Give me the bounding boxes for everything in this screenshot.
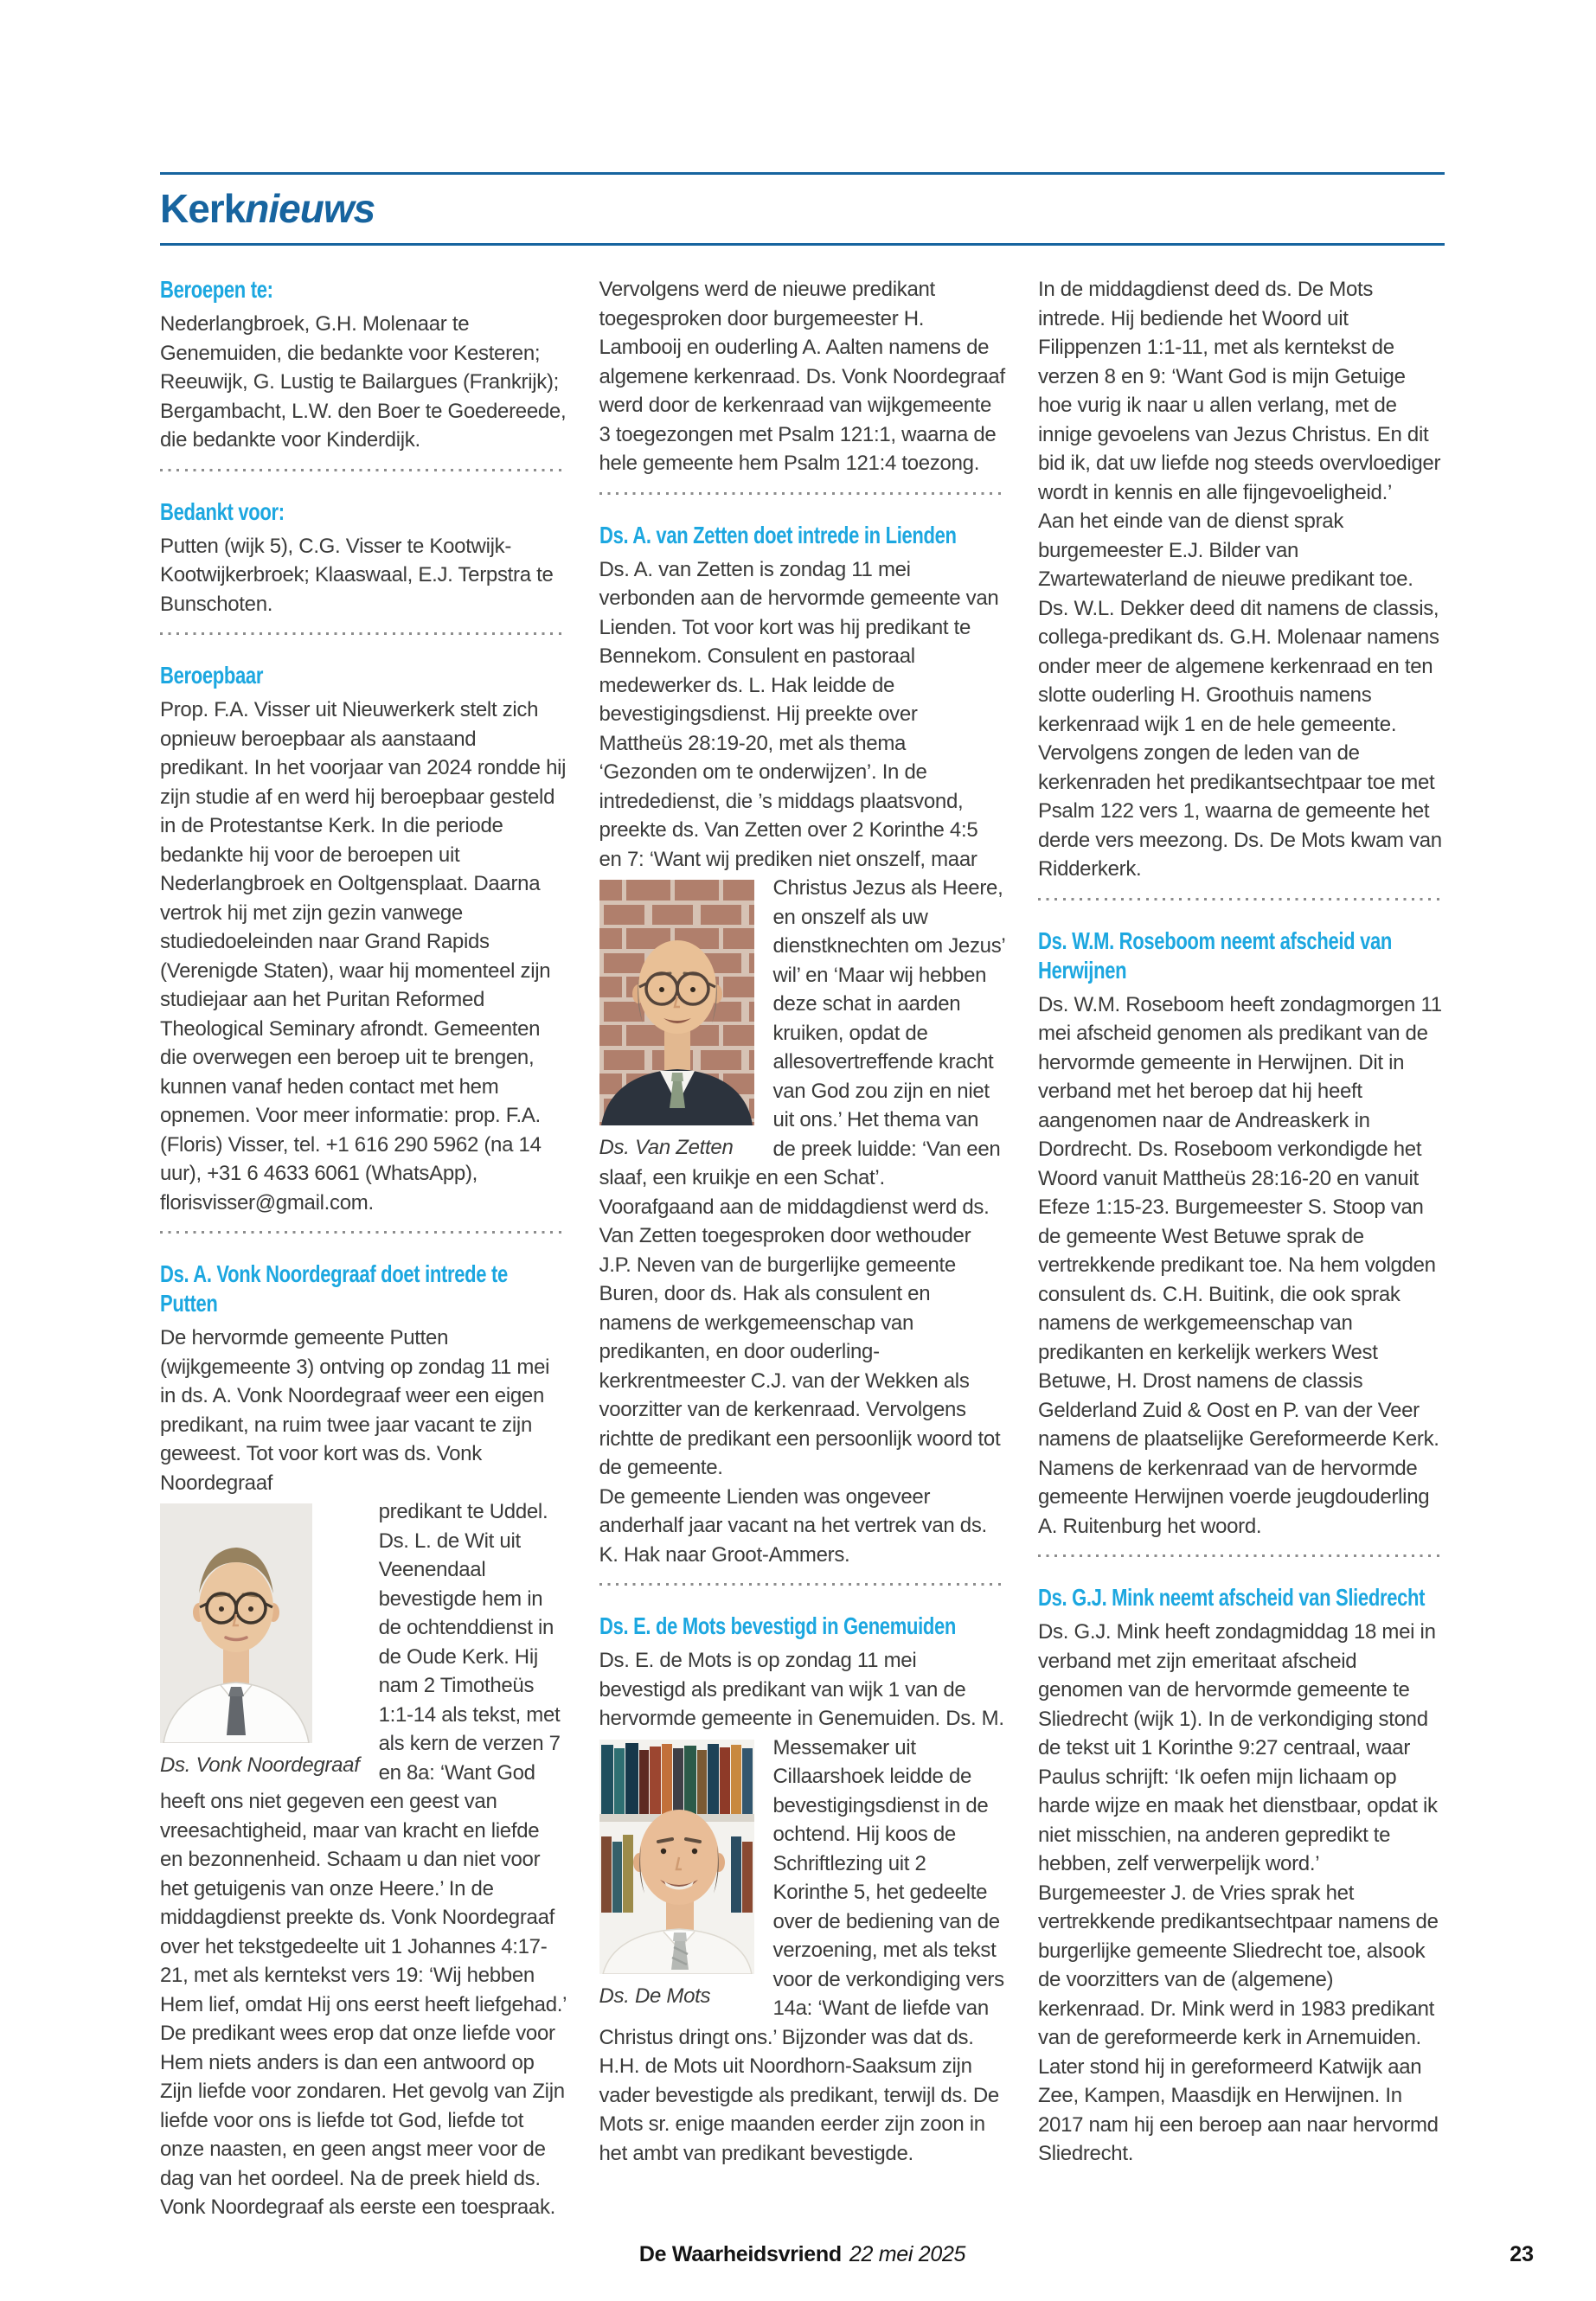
portrait-photo-icon	[599, 880, 754, 1125]
dotted-divider	[1038, 1554, 1445, 1557]
section-heading-beroepbaar: Beroepbaar	[160, 662, 264, 689]
photo-caption: Ds. De Mots	[599, 1984, 711, 2008]
paragraph: predikant te Uddel. Ds. L. de Wit uit Veenendaal bevestigde hem in de ochtenddienst in de Oude Kerk. Hij nam 2 Timotheüs 1:1-14 als tekst, met als kern de verzen 7 en 8a: ‘Want God heeft ons niet gegeven een geest van vreesachtigheid, maar van kracht en liefde en bezonnenheid. Schaam u dan niet voor het getuigenis van onze Heere.’ In de middagdienst preekte ds. Vonk Noordegraaf over het tekstgedeelte uit 1 Johannes 4:17-21, met als kerntekst vers 19: ‘Wij hebben Hem lief, omdat Hij ons eerst heeft liefgehad.’ De predikant wees erop dat onze liefde voor Hem niets anders is dan een antwoord op Zijn liefde voor zondaren. Het gevolg van Zijn liefde voor ons is liefde tot God, liefde tot onze naasten, en geen angst meer voor de dag van het oordeel. Na de preek hield ds. Vonk Noordegraaf als eerste een toespraak.	[160, 1500, 567, 2219]
section-heading-mink: Ds. G.J. Mink neemt afscheid van Sliedrecht	[1038, 1584, 1426, 1611]
page-number: 23	[1509, 2242, 1534, 2266]
photo-de-mots	[599, 1740, 754, 2010]
footer	[160, 2242, 1445, 2267]
section-heading-vonk-noordegraaf: Ds. A. Vonk Noordegraaf doet intrede te Putten	[160, 1260, 508, 1317]
footer-magazine-name: De Waarheidsvriend	[638, 2242, 842, 2266]
page-title	[160, 184, 1445, 233]
paragraph: Ds. W.M. Roseboom heeft zondagmorgen 11 mei afscheid genomen als predikant van de hervormde gemeente in Herwijnen. Dit in verband met het beroep dat hij heeft aangenomen naar de Andreaskerk in Dordrecht. Ds. Roseboom verkondigde het Woord vanuit Mattheüs 28:16-20 en vanuit Efeze 1:15-23. Burgemeester S. Stoop van de gemeente West Betuwe sprak de vertrekkende predikant toe. Na hem volgden consulent ds. C.H. Buitink, die ook sprak namens de werkgemeenschap van predikanten en kerkelijk werkers West Betuwe, H. Drost namens de classis Gelderland Zuid & Oost en P. van der Veer namens de plaatselijke Gereformeerde Kerk. Namens de kerkenraad van de hervormde gemeente Herwijnen voerde jeugdouderling A. Ruitenburg het woord.	[1038, 992, 1442, 1538]
masthead-banner	[160, 172, 1445, 246]
photo-van-zetten	[599, 880, 754, 1162]
column-3	[1038, 275, 1445, 2222]
photo-caption: Ds. Van Zetten	[599, 1136, 734, 1159]
page-title-italic: nieuws	[245, 186, 375, 231]
column-1	[160, 275, 567, 2222]
photo-caption: Ds. Vonk Noordegraaf	[160, 1753, 360, 1777]
paragraph: Ds. A. van Zetten is zondag 11 mei verbonden aan de hervormde gemeente van Lienden. Tot voor kort was hij predikant te Bennekom. Consulent en pastoraal medewerker ds. L. Hak leidde de bevestigingsdienst. Hij preekte over Mattheüs 28:19-20, met als thema ‘Gezonden om te onderwijzen’. In de intrededienst, die ’s middags plaatsvond, preekte ds. Van Zetten over 2 Korinthe 4:5 en 7: ‘Want wij prediken niet onszelf, maar	[599, 557, 999, 871]
footer-date: 22 mei 2025	[849, 2242, 966, 2266]
dotted-divider	[599, 492, 1006, 495]
paragraph: Ds. E. de Mots is op zondag 11 mei bevestigd als predikant van wijk 1 van de hervormde gemeente in Genemuiden. Ds. M.	[599, 1649, 1004, 1730]
paragraph: Aan het einde van de dienst sprak burgemeester E.J. Bilder van Zwartewaterland de nieuwe predikant toe. Ds. W.L. Dekker deed dit namens de classis, collega-predikant ds. G.H. Molenaar namens onder meer de algemene kerkenraad en ten slotte ouderling H. Groothuis namens kerkenraad wijk 1 en de hele gemeente. Vervolgens zongen de leden van de kerkenraden het predikantsechtpaar toe met Psalm 122 vers 1, waarna de gemeente het derde vers meezong. Ds. De Mots kwam van Ridderkerk.	[1038, 510, 1442, 881]
dotted-divider	[160, 632, 567, 635]
section-heading-beroepen-te: Beroepen te:	[160, 276, 273, 303]
paragraph: Voorafgaand aan de middagdienst werd ds. Van Zetten toegesproken door wethouder J.P. Neven van de burgerlijke gemeente Buren, door ds. Hak als consulent en namens de werkgemeenschap van predikanten, en door ouderling-kerkrentmeester C.J. van der Wekken als voorzitter van de kerkenraad. Vervolgens richtte de predikant een persoonlijk woord tot de gemeente.	[599, 1195, 1001, 1479]
article-columns	[160, 275, 1445, 2222]
paragraph: Nederlangbroek, G.H. Molenaar te Genemuiden, die bedankte voor Kesteren; Reeuwijk, G. Lustig te Bailargues (Frankrijk); Bergambacht, L.W. den Boer te Goedereede, die bedankte voor Kinderdijk.	[160, 312, 567, 452]
paragraph: Prop. F.A. Visser uit Nieuwerkerk stelt zich opnieuw beroepbaar als aanstaand predikant. In het voorjaar van 2024 rondde hij zijn studie af en werd hij beroepbaar gesteld in de Protestantse Kerk. In die periode bedankte hij voor de beroepen uit Nederlangbroek en Ooltgensplaat. Daarna vertrok hij met zijn gezin vanwege studiedoeleinden naar Grand Rapids (Verenigde Staten), waar hij momenteel zijn studiejaar aan het Puritan Reformed Theological Seminary afrondt. Gemeenten die overwegen een beroep uit te brengen, kunnen vanaf heden contact met hem opnemen. Voor meer informatie: prop. F.A. (Floris) Visser, tel. +1 616 290 5962 (na 14 uur), +31 6 4633 6061 (WhatsApp), florisvisser@gmail.com.	[160, 698, 567, 1215]
portrait-photo-icon	[599, 1740, 754, 1974]
photo-vonk-noordegraaf	[160, 1503, 360, 1779]
paragraph: De hervormde gemeente Putten (wijkgemeente 3) ontving op zondag 11 mei in ds. A. Vonk Noordegraaf weer een eigen predikant, na ruim twee jaar vacant te zijn geweest. Tot voor kort was ds. Vonk Noordegraaf	[160, 1326, 550, 1495]
section-heading-de-mots: Ds. E. de Mots bevestigd in Genemuiden	[599, 1612, 956, 1639]
paragraph: Ds. G.J. Mink heeft zondagmiddag 18 mei in verband met zijn emeritaat afscheid genomen van de hervormde gemeente te Sliedrecht (wijk 1). In de verkondiging stond de tekst uit 1 Korinthe 9:27 centraal, waar Paulus schrijft: ‘Ik oefen mijn lichaam op harde wijze en maak het dienstbaar, opdat ik niet misschien, na anderen gepredikt te hebben, zelf verwerpelijk word.’ Burgemeester J. de Vries sprak het vertrekkende predikantsechtpaar namens de burgerlijke gemeente Sliedrecht toe, alsook de voorzitters van de (algemene) kerkenraad. Dr. Mink werd in 1983 predikant van de gereformeerde kerk in Arnemuiden. Later stond hij in gereformeerd Katwijk aan Zee, Kampen, Maasdijk en Herwijnen. In 2017 nam hij een beroep aan naar hervormd Sliedrecht.	[1038, 1620, 1439, 2165]
dotted-divider	[1038, 898, 1445, 901]
section-heading-van-zetten: Ds. A. van Zetten doet intrede in Lienden	[599, 521, 957, 548]
section-heading-roseboom: Ds. W.M. Roseboom neemt afscheid van Herwijnen	[1038, 926, 1393, 984]
paragraph: De gemeente Lienden was ongeveer anderhalf jaar vacant na het vertrek van ds. K. Hak naar Groot-Ammers.	[599, 1484, 987, 1567]
paragraph: In de middagdienst deed ds. De Mots intrede. Hij bediende het Woord uit Filippenzen 1:1-11, met als kerntekst de verzen 8 en 9: ‘Want God is mijn Getuige hoe vurig ik naar u allen verlang, met de innige gevoelens van Jezus Christus. En dit bid ik, dat uw liefde nog steeds overvloediger wordt in kennis en alle fijngevoeligheid.’	[1038, 278, 1441, 504]
paragraph: Christus Jezus als Heere, en onszelf als uw dienstknechten om Jezus’ wil’ en ‘Maar wij hebben deze schat in aarden kruiken, opdat de allesovertreffende kracht van God zou zijn en niet uit ons.’ Het thema van de preek luidde: ‘Van een slaaf, een kruikje en een Schat’.	[599, 876, 1005, 1189]
portrait-photo-icon	[160, 1503, 312, 1743]
paragraph: Vervolgens werd de nieuwe predikant toegesproken door burgemeester H. Lambooij en ouderling A. Aalten namens de algemene kerkenraad. Ds. Vonk Noordegraaf werd door de kerkenraad van wijkgemeente 3 toegezongen met Psalm 121:1, waarna de hele gemeente hem Psalm 121:4 toezong.	[599, 278, 1005, 475]
dotted-divider	[160, 469, 567, 471]
paragraph: Putten (wijk 5), C.G. Visser te Kootwijk-Kootwijkerbroek; Klaaswaal, E.J. Terpstra te Bunschoten.	[160, 534, 554, 616]
dotted-divider	[599, 1583, 1006, 1586]
paragraph: Messemaker uit Cillaarshoek leidde de bevestigingsdienst in de ochtend. Hij koos de Schriftlezing uit 2 Korinthe 5, het gedeelte over de bediening van de verzoening, met als tekst voor de verkondiging vers 14a: ‘Want de liefde van Christus dringt ons.’ Bijzonder was dat ds. H.H. de Mots uit Noordhorn-Saaksum zijn vader bevestigde als predikant, terwijl ds. De Mots sr. enige maanden eerder zijn zoon in het ambt van predikant bevestigde.	[599, 1735, 1004, 2165]
dotted-divider	[160, 1231, 567, 1234]
page-title-bold: Kerk	[160, 186, 246, 231]
section-heading-bedankt-voor: Bedankt voor:	[160, 497, 285, 525]
column-2	[599, 275, 1006, 2222]
